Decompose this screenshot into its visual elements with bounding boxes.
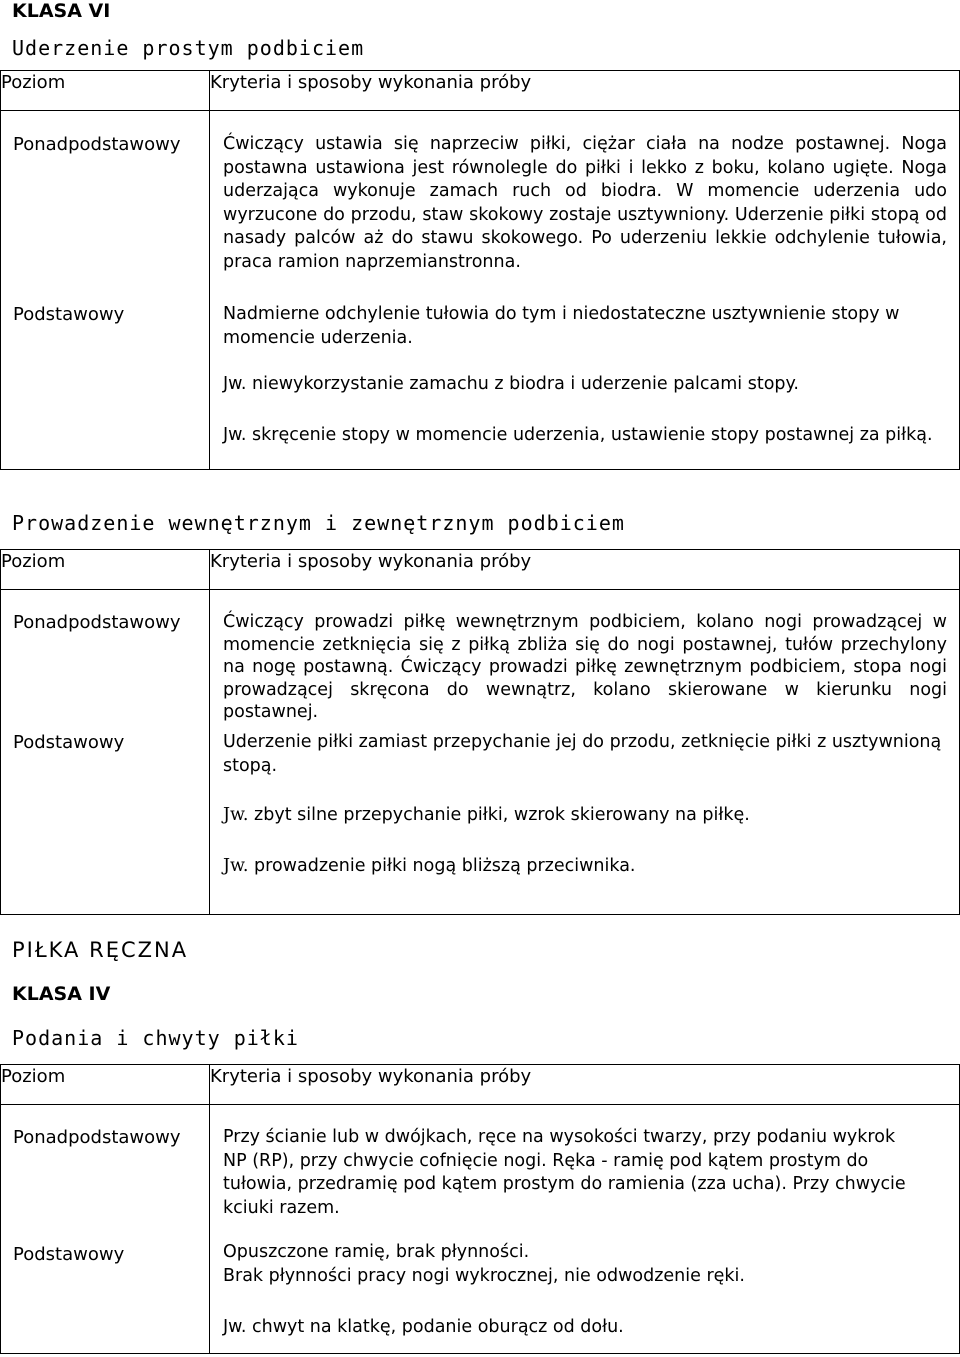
criteria-column — [210, 590, 960, 915]
level-label: Ponadpodstawowy — [13, 1127, 181, 1148]
topic-title: Podania i chwyty piłki — [12, 1026, 299, 1050]
level-label: Ponadpodstawowy — [13, 612, 181, 633]
criteria-column-header: Kryteria i sposoby wykonania próby — [210, 1065, 960, 1105]
level-label: Ponadpodstawowy — [13, 134, 181, 155]
criteria-text: Ćwiczący ustawia się naprzeciw piłki, ciężar ciała na nodze postawnej. Noga postawna ustawiona jest równolegle do piłki i lekko z boku, kolano ugięte. Noga uderzająca wykonuje zamach ruch od biodra. W momencie uderzenia udo wyrzucone do przodu, staw skokowy zostaje usztywniony. Uderzenie piłki stopą od nasady palców aż do stawu skokowego. Po uderzeniu lekkie odchylenie tułowia, praca ramion naprzemianstronna. — [223, 134, 947, 272]
class-title: KLASA IV — [12, 983, 111, 1005]
criteria-table — [0, 70, 960, 470]
criteria-note: Jw. skręcenie stopy w momencie uderzenia, ustawienie stopy postawnej za piłką. — [223, 425, 933, 445]
criteria-column-header: Kryteria i sposoby wykonania próby — [210, 550, 960, 590]
level-label: Podstawowy — [13, 304, 125, 325]
level-column-header: Poziom — [1, 1065, 210, 1105]
criteria-column-header: Kryteria i sposoby wykonania próby — [210, 71, 960, 111]
note-text: zbyt silne przepychanie piłki, wzrok skierowany na piłkę. — [248, 805, 750, 825]
level-column — [1, 111, 210, 470]
topic-title: Prowadzenie wewnętrznym i zewnętrznym podbiciem — [12, 511, 625, 535]
criteria-note — [223, 804, 947, 828]
criteria-note: Jw. niewykorzystanie zamachu z biodra i uderzenie palcami stopy. — [223, 374, 799, 394]
criteria-text: Opuszczone ramię, brak płynności. — [223, 1242, 530, 1262]
note-prefix: Jw. — [223, 856, 249, 876]
sport-title: PIŁKA RĘCZNA — [12, 938, 189, 962]
criteria-column — [210, 111, 960, 470]
topic-title: Uderzenie prostym podbiciem — [12, 36, 365, 60]
criteria-note — [223, 855, 947, 879]
criteria-note: Jw. chwyt na klatkę, podanie oburącz od dołu. — [223, 1317, 624, 1337]
level-column — [1, 590, 210, 915]
level-label: Podstawowy — [13, 732, 125, 753]
note-prefix: Jw. — [223, 805, 249, 825]
level-label: Podstawowy — [13, 1244, 125, 1265]
criteria-text: Uderzenie piłki zamiast przepychanie jej do przodu, zetknięcie piłki z usztywnioną stopą. — [223, 732, 942, 776]
criteria-text: Brak płynności pracy nogi wykrocznej, nie odwodzenie ręki. — [223, 1266, 745, 1286]
criteria-text: Ćwiczący prowadzi piłkę wewnętrznym podbiciem, kolano nogi prowadzącej w momencie zetknięcia się z piłką zbliża się do nogi postawnej, tułów przechylony na nogę postawną. Ćwiczący prowadzi piłkę zewnętrznym podbiciem, stopa nogi prowadzącej skręcona do wewnątrz, kolano skierowane w kierunku nogi postawnej. — [223, 612, 947, 722]
level-column-header: Poziom — [1, 550, 210, 590]
level-column-header: Poziom — [1, 71, 210, 111]
level-column — [1, 1105, 210, 1354]
note-text: prowadzenie piłki nogą bliższą przeciwnika. — [248, 856, 636, 876]
criteria-table — [0, 549, 960, 915]
criteria-table — [0, 1064, 960, 1354]
criteria-text: Przy ścianie lub w dwójkach, ręce na wysokości twarzy, przy podaniu wykrok NP (RP), przy chwycie cofnięcie nogi. Ręka - ramię pod kątem prostym do tułowia, przedramię pod kątem prostym do ramienia (zza ucha). Przy chwycie kciuki razem. — [223, 1127, 906, 1218]
class-title: KLASA VI — [12, 0, 111, 22]
criteria-text: Nadmierne odchylenie tułowia do tym i niedostateczne usztywnienie stopy w momencie uderzenia. — [223, 304, 900, 348]
criteria-column — [210, 1105, 960, 1354]
